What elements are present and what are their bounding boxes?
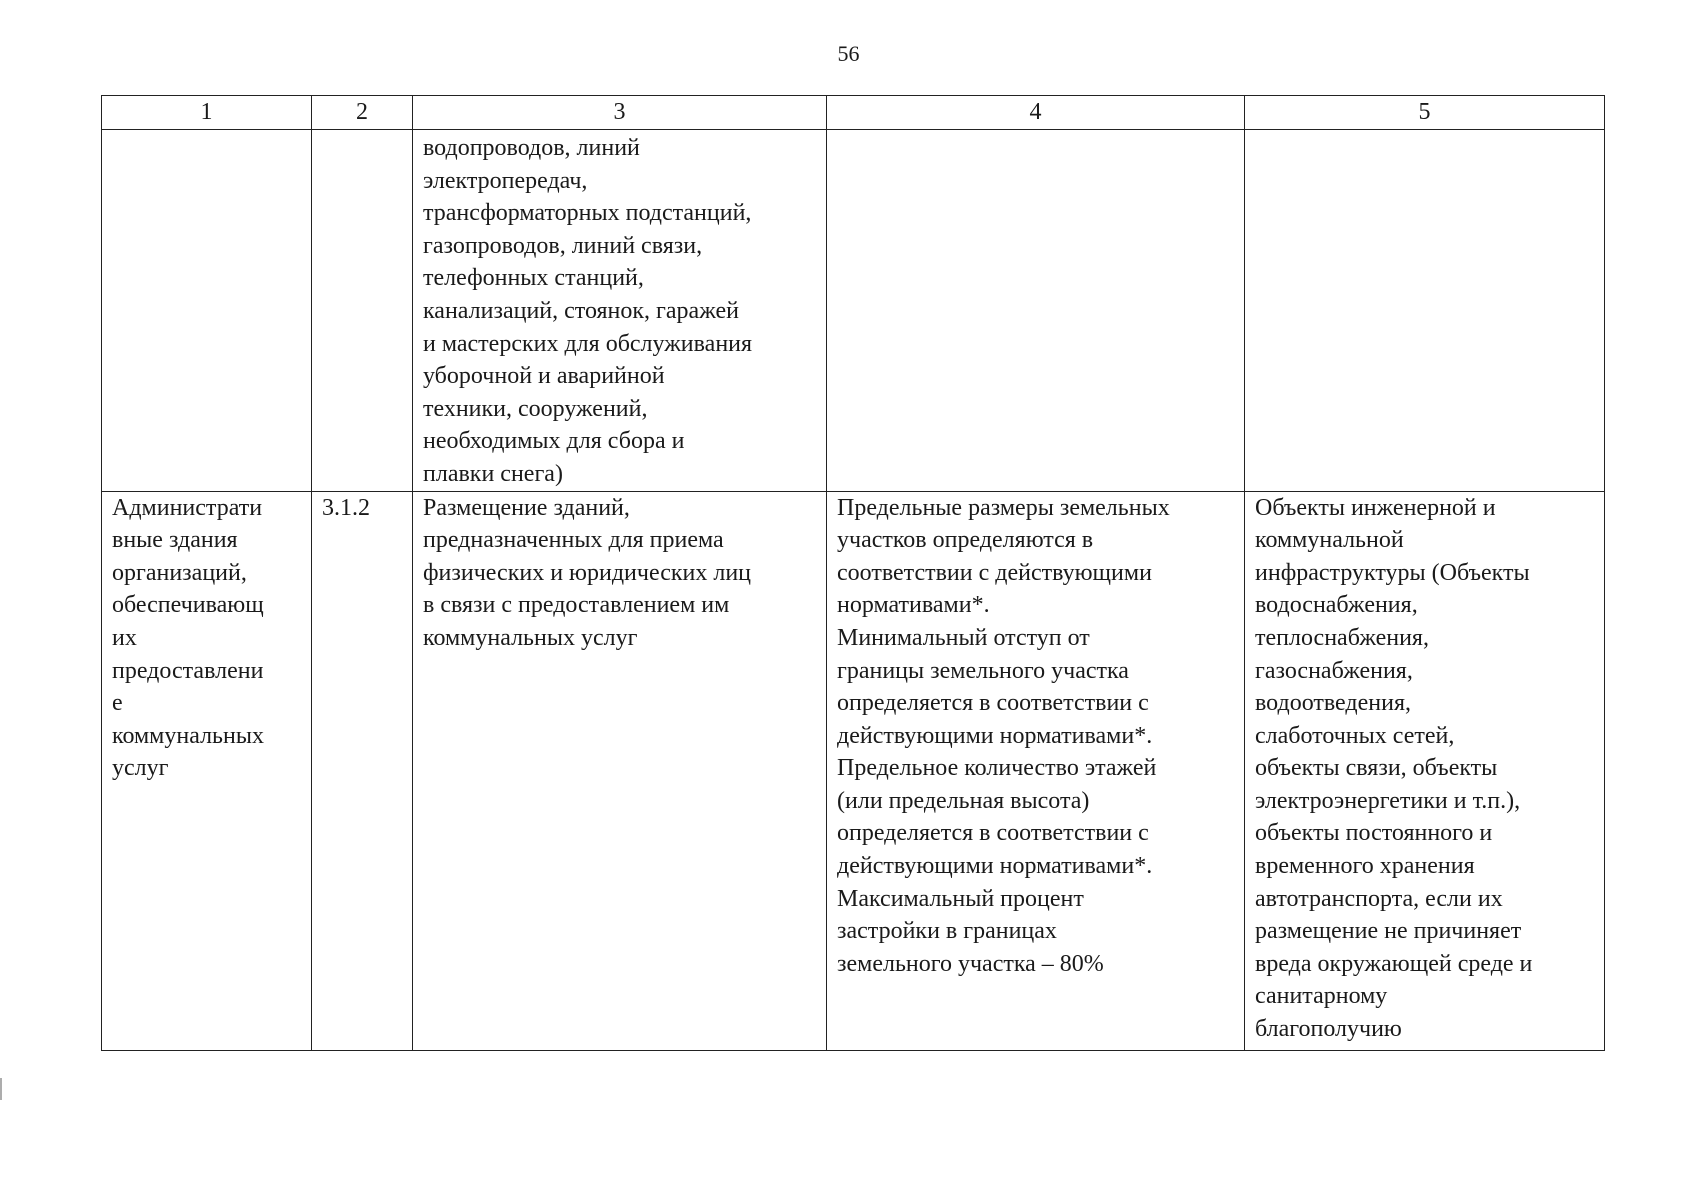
table-cell [827,491,1245,1050]
parameters-text: Предельные размеры земельных участков определяются в соответствии с действующими нормативами*. Минимальный отступ от границы земельного участка определяется в соответствии с действующими нормативами*. Предельное количество этажей (или предельная высота) определяется в соответствии с действующими нормативами*. Максимальный процент застройки в границах земельного участка – 80% [837,494,1170,977]
table-row [102,130,1605,492]
column-header: 5 [1245,96,1605,130]
column-header: 1 [102,96,312,130]
use-description: Размещение зданий, предназначенных для приема физических и юридических лиц в связи с предоставлением им коммунальных услуг [423,494,752,651]
table-cell [413,130,827,492]
table-cell [312,491,413,1050]
table-cell [413,491,827,1050]
cell-text: водопроводов, линий электропередач, трансформаторных подстанций, газопроводов, линий связи, телефонных станций, канализаций, стоянок, гаражей и мастерских для обслуживания уборочной и аварийной техники, сооружений, необходимых для сбора и плавки снега) [423,135,753,487]
use-type-name: Администрати вные здания организаций, обеспечивающ их предоставлени е коммунальных услуг [112,494,264,782]
column-header: 4 [827,96,1245,130]
use-type-code: 3.1.2 [322,494,370,521]
column-header: 2 [312,96,413,130]
table-cell [1245,130,1605,492]
page-number: 56 [837,41,860,66]
table-header-row [102,96,1605,130]
table-row [102,491,1605,1050]
table-cell [312,130,413,492]
column-header: 3 [413,96,827,130]
land-use-table [101,95,1605,1051]
scan-edge-mark [0,1078,10,1100]
table-cell [827,130,1245,492]
table-cell [1245,491,1605,1050]
table-cell [102,491,312,1050]
permitted-objects-text: Объекты инженерной и коммунальной инфраструктуры (Объекты водоснабжения, теплоснабжения, газоснабжения, водоотведения, слаботочных сетей, объекты связи, объекты электроэнергетики и т.п.), объекты постоянного и временного хранения автотранспорта, если их размещение не причиняет вреда окружающей среде и санитарному благополучию [1255,494,1533,1043]
table-cell [102,130,312,492]
